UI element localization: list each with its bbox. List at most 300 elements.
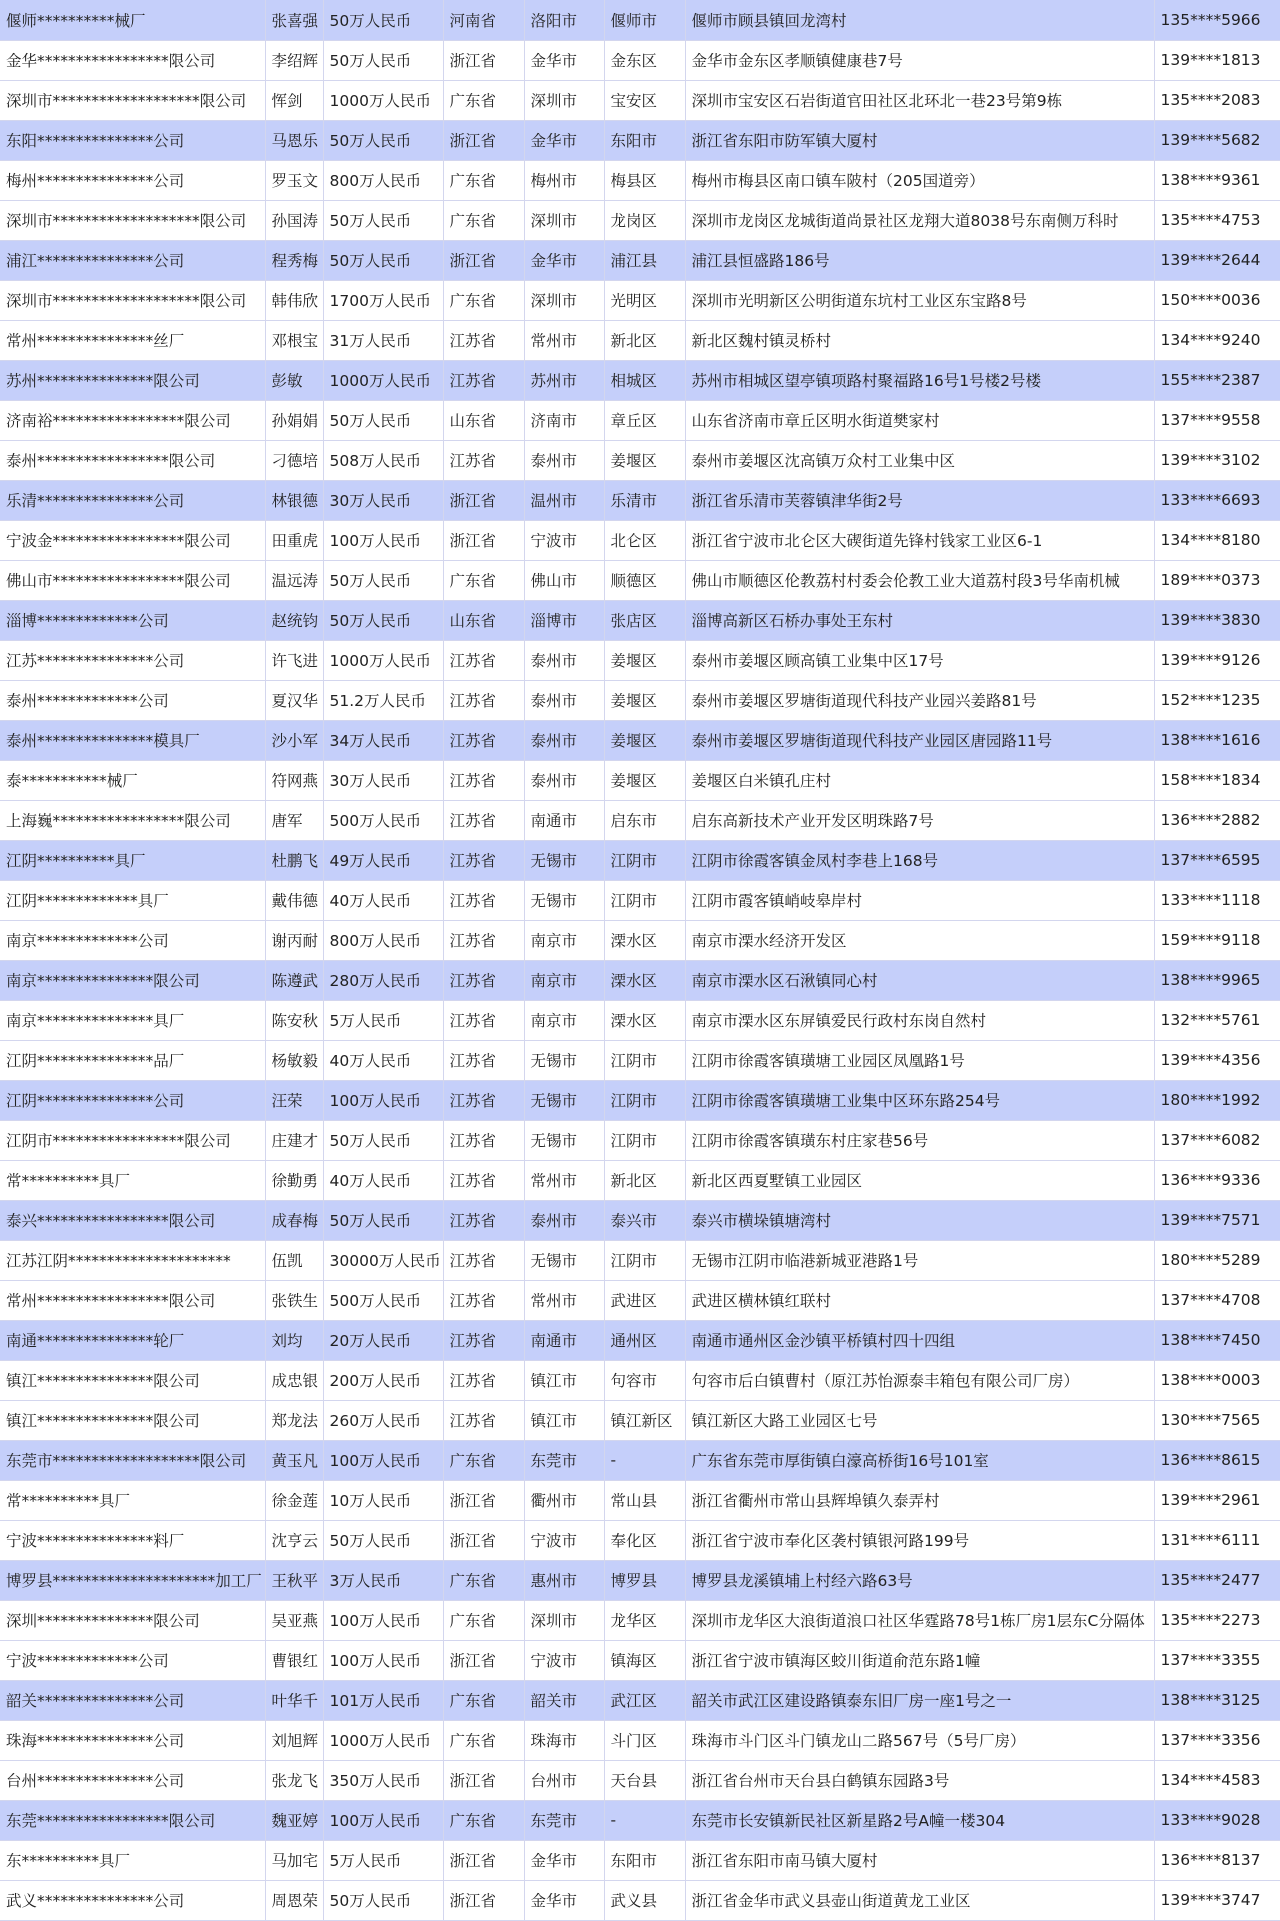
- phone-cell: 134****9240: [1154, 320, 1280, 360]
- table-row: [0, 520, 1280, 560]
- phone-cell: 138****0003: [1154, 1360, 1280, 1400]
- city-cell: 泰州市: [524, 760, 604, 800]
- province-cell: 浙江省: [443, 1640, 524, 1680]
- company-name-cell: 淄博*************公司: [0, 600, 265, 640]
- registered-capital-cell: 100万人民币: [323, 520, 443, 560]
- province-cell: 广东省: [443, 1600, 524, 1640]
- province-cell: 江苏省: [443, 1400, 524, 1440]
- province-cell: 江苏省: [443, 1160, 524, 1200]
- table-row: [0, 320, 1280, 360]
- province-cell: 浙江省: [443, 240, 524, 280]
- address-cell: 江阴市徐霞客镇璜东村庄家巷56号: [685, 1120, 1154, 1160]
- province-cell: 江苏省: [443, 840, 524, 880]
- registered-capital-cell: 50万人民币: [323, 1520, 443, 1560]
- city-cell: 苏州市: [524, 360, 604, 400]
- table-row: [0, 200, 1280, 240]
- table-row: [0, 880, 1280, 920]
- district-cell: 江阴市: [604, 1120, 685, 1160]
- address-cell: 偃师市顾县镇回龙湾村: [685, 0, 1154, 40]
- district-cell: 张店区: [604, 600, 685, 640]
- province-cell: 江苏省: [443, 1360, 524, 1400]
- legal-person-cell: 郑龙法: [265, 1400, 323, 1440]
- district-cell: 句容市: [604, 1360, 685, 1400]
- table-row: [0, 560, 1280, 600]
- table-row: [0, 1520, 1280, 1560]
- legal-person-cell: 曹银红: [265, 1640, 323, 1680]
- company-name-cell: 宁波***************料厂: [0, 1520, 265, 1560]
- address-cell: 广东省东莞市厚街镇白濠高桥街16号101室: [685, 1440, 1154, 1480]
- table-row: [0, 480, 1280, 520]
- registered-capital-cell: 280万人民币: [323, 960, 443, 1000]
- province-cell: 浙江省: [443, 40, 524, 80]
- table-row: [0, 1760, 1280, 1800]
- company-name-cell: 偃师**********械厂: [0, 0, 265, 40]
- city-cell: 泰州市: [524, 680, 604, 720]
- province-cell: 江苏省: [443, 320, 524, 360]
- registered-capital-cell: 50万人民币: [323, 1120, 443, 1160]
- address-cell: 佛山市顺德区伦教荔村村委会伦教工业大道荔村段3号华南机械: [685, 560, 1154, 600]
- city-cell: 金华市: [524, 1840, 604, 1880]
- city-cell: 宁波市: [524, 1640, 604, 1680]
- phone-cell: 139****3830: [1154, 600, 1280, 640]
- table-row: [0, 1840, 1280, 1880]
- address-cell: 泰兴市横垛镇塘湾村: [685, 1200, 1154, 1240]
- company-name-cell: 江苏江阴*********************: [0, 1240, 265, 1280]
- address-cell: 浙江省宁波市北仑区大碶街道先锋村钱家工业区6-1: [685, 520, 1154, 560]
- province-cell: 江苏省: [443, 1000, 524, 1040]
- registered-capital-cell: 260万人民币: [323, 1400, 443, 1440]
- table-row: [0, 0, 1280, 40]
- city-cell: 东莞市: [524, 1800, 604, 1840]
- province-cell: 江苏省: [443, 440, 524, 480]
- company-name-cell: 常州*****************限公司: [0, 1280, 265, 1320]
- address-cell: 南京市溧水区东屏镇爱民行政村东岗自然村: [685, 1000, 1154, 1040]
- legal-person-cell: 张龙飞: [265, 1760, 323, 1800]
- table-row: [0, 1000, 1280, 1040]
- address-cell: 江阴市霞客镇峭岐皋岸村: [685, 880, 1154, 920]
- registered-capital-cell: 50万人民币: [323, 400, 443, 440]
- city-cell: 台州市: [524, 1760, 604, 1800]
- table-row: [0, 1040, 1280, 1080]
- district-cell: 梅县区: [604, 160, 685, 200]
- legal-person-cell: 汪荣: [265, 1080, 323, 1120]
- address-cell: 浙江省乐清市芙蓉镇津华街2号: [685, 480, 1154, 520]
- district-cell: 偃师市: [604, 0, 685, 40]
- address-cell: 无锡市江阴市临港新城亚港路1号: [685, 1240, 1154, 1280]
- table-row: [0, 80, 1280, 120]
- province-cell: 江苏省: [443, 1120, 524, 1160]
- district-cell: 章丘区: [604, 400, 685, 440]
- address-cell: 山东省济南市章丘区明水街道樊家村: [685, 400, 1154, 440]
- legal-person-cell: 周恩荣: [265, 1880, 323, 1920]
- table-row: [0, 440, 1280, 480]
- phone-cell: 135****2083: [1154, 80, 1280, 120]
- registered-capital-cell: 350万人民币: [323, 1760, 443, 1800]
- district-cell: 北仑区: [604, 520, 685, 560]
- registered-capital-cell: 5万人民币: [323, 1840, 443, 1880]
- address-cell: 泰州市姜堰区罗塘街道现代科技产业园兴姜路81号: [685, 680, 1154, 720]
- province-cell: 浙江省: [443, 1840, 524, 1880]
- district-cell: 博罗县: [604, 1560, 685, 1600]
- district-cell: 浦江县: [604, 240, 685, 280]
- company-name-cell: 乐清***************公司: [0, 480, 265, 520]
- district-cell: 溧水区: [604, 920, 685, 960]
- phone-cell: 139****2961: [1154, 1480, 1280, 1520]
- company-name-cell: 博罗县*********************加工厂: [0, 1560, 265, 1600]
- phone-cell: 135****5966: [1154, 0, 1280, 40]
- phone-cell: 134****8180: [1154, 520, 1280, 560]
- phone-cell: 136****8615: [1154, 1440, 1280, 1480]
- province-cell: 江苏省: [443, 1280, 524, 1320]
- city-cell: 佛山市: [524, 560, 604, 600]
- district-cell: 金东区: [604, 40, 685, 80]
- registered-capital-cell: 40万人民币: [323, 1040, 443, 1080]
- district-cell: 通州区: [604, 1320, 685, 1360]
- province-cell: 浙江省: [443, 120, 524, 160]
- phone-cell: 137****3355: [1154, 1640, 1280, 1680]
- legal-person-cell: 杨敏毅: [265, 1040, 323, 1080]
- table-row: [0, 960, 1280, 1000]
- company-name-cell: 宁波金*****************限公司: [0, 520, 265, 560]
- city-cell: 金华市: [524, 120, 604, 160]
- registered-capital-cell: 50万人民币: [323, 200, 443, 240]
- legal-person-cell: 沈亨云: [265, 1520, 323, 1560]
- table-row: [0, 1480, 1280, 1520]
- registered-capital-cell: 1000万人民币: [323, 640, 443, 680]
- registered-capital-cell: 20万人民币: [323, 1320, 443, 1360]
- table-row: [0, 640, 1280, 680]
- address-cell: 江阴市徐霞客镇璜塘工业集中区环东路254号: [685, 1080, 1154, 1120]
- company-name-cell: 台州***************公司: [0, 1760, 265, 1800]
- registered-capital-cell: 50万人民币: [323, 1200, 443, 1240]
- phone-cell: 136****9336: [1154, 1160, 1280, 1200]
- city-cell: 洛阳市: [524, 0, 604, 40]
- address-cell: 东莞市长安镇新民社区新星路2号A幢一楼304: [685, 1800, 1154, 1840]
- table-row: [0, 400, 1280, 440]
- province-cell: 浙江省: [443, 1480, 524, 1520]
- table-row: [0, 1640, 1280, 1680]
- table-row: [0, 1280, 1280, 1320]
- city-cell: 衢州市: [524, 1480, 604, 1520]
- legal-person-cell: 徐勤勇: [265, 1160, 323, 1200]
- company-name-cell: 南京***************具厂: [0, 1000, 265, 1040]
- district-cell: 姜堰区: [604, 760, 685, 800]
- city-cell: 济南市: [524, 400, 604, 440]
- registered-capital-cell: 800万人民币: [323, 160, 443, 200]
- city-cell: 南京市: [524, 1000, 604, 1040]
- address-cell: 姜堰区白米镇孔庄村: [685, 760, 1154, 800]
- legal-person-cell: 邓根宝: [265, 320, 323, 360]
- address-cell: 浙江省台州市天台县白鹤镇东园路3号: [685, 1760, 1154, 1800]
- city-cell: 金华市: [524, 1880, 604, 1920]
- company-name-cell: 南京***************限公司: [0, 960, 265, 1000]
- phone-cell: 180****1992: [1154, 1080, 1280, 1120]
- address-cell: 泰州市姜堰区沈高镇万众村工业集中区: [685, 440, 1154, 480]
- legal-person-cell: 李绍辉: [265, 40, 323, 80]
- city-cell: 南京市: [524, 960, 604, 1000]
- province-cell: 浙江省: [443, 520, 524, 560]
- district-cell: 奉化区: [604, 1520, 685, 1560]
- city-cell: 泰州市: [524, 720, 604, 760]
- address-cell: 启东高新技术产业开发区明珠路7号: [685, 800, 1154, 840]
- district-cell: 相城区: [604, 360, 685, 400]
- address-cell: 深圳市宝安区石岩街道官田社区北环北一巷23号第9栋: [685, 80, 1154, 120]
- company-name-cell: 江阴***************品厂: [0, 1040, 265, 1080]
- legal-person-cell: 戴伟德: [265, 880, 323, 920]
- city-cell: 无锡市: [524, 1120, 604, 1160]
- registered-capital-cell: 1000万人民币: [323, 360, 443, 400]
- legal-person-cell: 张喜强: [265, 0, 323, 40]
- legal-person-cell: 刘旭辉: [265, 1720, 323, 1760]
- registered-capital-cell: 50万人民币: [323, 120, 443, 160]
- phone-cell: 158****1834: [1154, 760, 1280, 800]
- address-cell: 泰州市姜堰区罗塘街道现代科技产业园区唐园路11号: [685, 720, 1154, 760]
- province-cell: 广东省: [443, 560, 524, 600]
- city-cell: 梅州市: [524, 160, 604, 200]
- city-cell: 深圳市: [524, 80, 604, 120]
- phone-cell: 133****1118: [1154, 880, 1280, 920]
- address-cell: 南京市溧水经济开发区: [685, 920, 1154, 960]
- phone-cell: 139****7571: [1154, 1200, 1280, 1240]
- company-name-cell: 江苏***************公司: [0, 640, 265, 680]
- province-cell: 浙江省: [443, 1880, 524, 1920]
- table-row: [0, 760, 1280, 800]
- table-row: [0, 600, 1280, 640]
- table-row: [0, 1680, 1280, 1720]
- company-name-cell: 宁波*************公司: [0, 1640, 265, 1680]
- legal-person-cell: 唐军: [265, 800, 323, 840]
- company-name-cell: 济南裕*****************限公司: [0, 400, 265, 440]
- district-cell: 启东市: [604, 800, 685, 840]
- province-cell: 浙江省: [443, 1520, 524, 1560]
- address-cell: 浙江省宁波市奉化区袭村镇银河路199号: [685, 1520, 1154, 1560]
- legal-person-cell: 王秋平: [265, 1560, 323, 1600]
- legal-person-cell: 徐金莲: [265, 1480, 323, 1520]
- registered-capital-cell: 800万人民币: [323, 920, 443, 960]
- legal-person-cell: 叶华千: [265, 1680, 323, 1720]
- table-row: [0, 1360, 1280, 1400]
- address-cell: 金华市金东区孝顺镇健康巷7号: [685, 40, 1154, 80]
- phone-cell: 138****9965: [1154, 960, 1280, 1000]
- city-cell: 无锡市: [524, 880, 604, 920]
- district-cell: 溧水区: [604, 960, 685, 1000]
- phone-cell: 138****1616: [1154, 720, 1280, 760]
- province-cell: 江苏省: [443, 960, 524, 1000]
- registered-capital-cell: 40万人民币: [323, 1160, 443, 1200]
- province-cell: 广东省: [443, 80, 524, 120]
- district-cell: 江阴市: [604, 840, 685, 880]
- district-cell: 新北区: [604, 1160, 685, 1200]
- province-cell: 江苏省: [443, 1200, 524, 1240]
- legal-person-cell: 孙国涛: [265, 200, 323, 240]
- phone-cell: 139****3747: [1154, 1880, 1280, 1920]
- registered-capital-cell: 50万人民币: [323, 560, 443, 600]
- company-name-cell: 武义***************公司: [0, 1880, 265, 1920]
- table-row: [0, 1880, 1280, 1920]
- company-name-cell: 南通***************轮厂: [0, 1320, 265, 1360]
- registered-capital-cell: 51.2万人民币: [323, 680, 443, 720]
- table-row: [0, 720, 1280, 760]
- company-name-cell: 深圳市*******************限公司: [0, 280, 265, 320]
- province-cell: 浙江省: [443, 1760, 524, 1800]
- legal-person-cell: 庄建才: [265, 1120, 323, 1160]
- company-name-cell: 泰兴*****************限公司: [0, 1200, 265, 1240]
- district-cell: 江阴市: [604, 1080, 685, 1120]
- registered-capital-cell: 40万人民币: [323, 880, 443, 920]
- table-row: [0, 1320, 1280, 1360]
- phone-cell: 155****2387: [1154, 360, 1280, 400]
- table-row: [0, 360, 1280, 400]
- table-row: [0, 1200, 1280, 1240]
- city-cell: 南通市: [524, 800, 604, 840]
- table-row: [0, 40, 1280, 80]
- table-row: [0, 160, 1280, 200]
- company-name-cell: 常**********具厂: [0, 1480, 265, 1520]
- address-cell: 南通市通州区金沙镇平桥镇村四十四组: [685, 1320, 1154, 1360]
- district-cell: -: [604, 1800, 685, 1840]
- company-name-cell: 深圳市*******************限公司: [0, 200, 265, 240]
- legal-person-cell: 韩伟欣: [265, 280, 323, 320]
- registered-capital-cell: 30万人民币: [323, 480, 443, 520]
- address-cell: 珠海市斗门区斗门镇龙山二路567号（5号厂房）: [685, 1720, 1154, 1760]
- city-cell: 南京市: [524, 920, 604, 960]
- city-cell: 温州市: [524, 480, 604, 520]
- phone-cell: 131****6111: [1154, 1520, 1280, 1560]
- phone-cell: 135****2273: [1154, 1600, 1280, 1640]
- city-cell: 韶关市: [524, 1680, 604, 1720]
- phone-cell: 137****4708: [1154, 1280, 1280, 1320]
- district-cell: 龙岗区: [604, 200, 685, 240]
- phone-cell: 139****9126: [1154, 640, 1280, 680]
- company-name-cell: 镇江***************限公司: [0, 1400, 265, 1440]
- registered-capital-cell: 500万人民币: [323, 1280, 443, 1320]
- district-cell: 新北区: [604, 320, 685, 360]
- phone-cell: 134****4583: [1154, 1760, 1280, 1800]
- district-cell: 乐清市: [604, 480, 685, 520]
- city-cell: 东莞市: [524, 1440, 604, 1480]
- address-cell: 深圳市光明新区公明街道东坑村工业区东宝路8号: [685, 280, 1154, 320]
- phone-cell: 139****3102: [1154, 440, 1280, 480]
- table-row: [0, 680, 1280, 720]
- address-cell: 梅州市梅县区南口镇车陂村（205国道旁）: [685, 160, 1154, 200]
- table-row: [0, 840, 1280, 880]
- address-cell: 句容市后白镇曹村（原江苏怡源泰丰箱包有限公司厂房）: [685, 1360, 1154, 1400]
- company-name-cell: 东莞*****************限公司: [0, 1800, 265, 1840]
- district-cell: 江阴市: [604, 880, 685, 920]
- phone-cell: 130****7565: [1154, 1400, 1280, 1440]
- address-cell: 韶关市武江区建设路镇泰东旧厂房一座1号之一: [685, 1680, 1154, 1720]
- company-name-cell: 泰***********械厂: [0, 760, 265, 800]
- city-cell: 常州市: [524, 320, 604, 360]
- district-cell: 江阴市: [604, 1240, 685, 1280]
- registered-capital-cell: 500万人民币: [323, 800, 443, 840]
- province-cell: 山东省: [443, 600, 524, 640]
- province-cell: 广东省: [443, 200, 524, 240]
- phone-cell: 135****4753: [1154, 200, 1280, 240]
- district-cell: 镇海区: [604, 1640, 685, 1680]
- legal-person-cell: 黄玉凡: [265, 1440, 323, 1480]
- company-name-cell: 佛山市*****************限公司: [0, 560, 265, 600]
- city-cell: 淄博市: [524, 600, 604, 640]
- city-cell: 常州市: [524, 1280, 604, 1320]
- company-name-cell: 江阴*************具厂: [0, 880, 265, 920]
- city-cell: 宁波市: [524, 520, 604, 560]
- district-cell: 天台县: [604, 1760, 685, 1800]
- province-cell: 浙江省: [443, 480, 524, 520]
- city-cell: 镇江市: [524, 1360, 604, 1400]
- province-cell: 江苏省: [443, 880, 524, 920]
- company-name-cell: 泰州***************模具厂: [0, 720, 265, 760]
- city-cell: 深圳市: [524, 280, 604, 320]
- address-cell: 苏州市相城区望亭镇项路村聚福路16号1号楼2号楼: [685, 360, 1154, 400]
- registered-capital-cell: 5万人民币: [323, 1000, 443, 1040]
- legal-person-cell: 马恩乐: [265, 120, 323, 160]
- phone-cell: 137****6082: [1154, 1120, 1280, 1160]
- province-cell: 河南省: [443, 0, 524, 40]
- city-cell: 珠海市: [524, 1720, 604, 1760]
- company-name-cell: 泰州*************公司: [0, 680, 265, 720]
- phone-cell: 152****1235: [1154, 680, 1280, 720]
- district-cell: 泰兴市: [604, 1200, 685, 1240]
- registered-capital-cell: 200万人民币: [323, 1360, 443, 1400]
- registered-capital-cell: 101万人民币: [323, 1680, 443, 1720]
- company-name-cell: 深圳***************限公司: [0, 1600, 265, 1640]
- phone-cell: 139****2644: [1154, 240, 1280, 280]
- phone-cell: 138****9361: [1154, 160, 1280, 200]
- registered-capital-cell: 100万人民币: [323, 1600, 443, 1640]
- legal-person-cell: 恽剑: [265, 80, 323, 120]
- legal-person-cell: 赵统钧: [265, 600, 323, 640]
- legal-person-cell: 谢丙耐: [265, 920, 323, 960]
- legal-person-cell: 张铁生: [265, 1280, 323, 1320]
- province-cell: 江苏省: [443, 1040, 524, 1080]
- province-cell: 广东省: [443, 1440, 524, 1480]
- legal-person-cell: 林银德: [265, 480, 323, 520]
- province-cell: 江苏省: [443, 760, 524, 800]
- company-name-cell: 东阳***************公司: [0, 120, 265, 160]
- registered-capital-cell: 50万人民币: [323, 600, 443, 640]
- legal-person-cell: 沙小军: [265, 720, 323, 760]
- phone-cell: 133****9028: [1154, 1800, 1280, 1840]
- table-row: [0, 1400, 1280, 1440]
- address-cell: 新北区西夏墅镇工业园区: [685, 1160, 1154, 1200]
- city-cell: 南通市: [524, 1320, 604, 1360]
- registered-capital-cell: 1000万人民币: [323, 1720, 443, 1760]
- table-row: [0, 240, 1280, 280]
- company-name-cell: 东**********具厂: [0, 1840, 265, 1880]
- district-cell: 溧水区: [604, 1000, 685, 1040]
- legal-person-cell: 吴亚燕: [265, 1600, 323, 1640]
- legal-person-cell: 魏亚婷: [265, 1800, 323, 1840]
- company-name-cell: 江阴市*****************限公司: [0, 1120, 265, 1160]
- legal-person-cell: 马加宅: [265, 1840, 323, 1880]
- province-cell: 江苏省: [443, 1240, 524, 1280]
- district-cell: 姜堰区: [604, 680, 685, 720]
- legal-person-cell: 刘均: [265, 1320, 323, 1360]
- phone-cell: 135****2477: [1154, 1560, 1280, 1600]
- legal-person-cell: 程秀梅: [265, 240, 323, 280]
- company-name-cell: 江阴***************公司: [0, 1080, 265, 1120]
- registered-capital-cell: 50万人民币: [323, 40, 443, 80]
- company-name-cell: 常**********具厂: [0, 1160, 265, 1200]
- legal-person-cell: 孙娟娟: [265, 400, 323, 440]
- address-cell: 深圳市龙岗区龙城街道尚景社区龙翔大道8038号东南侧万科时: [685, 200, 1154, 240]
- city-cell: 常州市: [524, 1160, 604, 1200]
- registered-capital-cell: 100万人民币: [323, 1640, 443, 1680]
- company-name-cell: 南京*************公司: [0, 920, 265, 960]
- phone-cell: 180****5289: [1154, 1240, 1280, 1280]
- phone-cell: 189****0373: [1154, 560, 1280, 600]
